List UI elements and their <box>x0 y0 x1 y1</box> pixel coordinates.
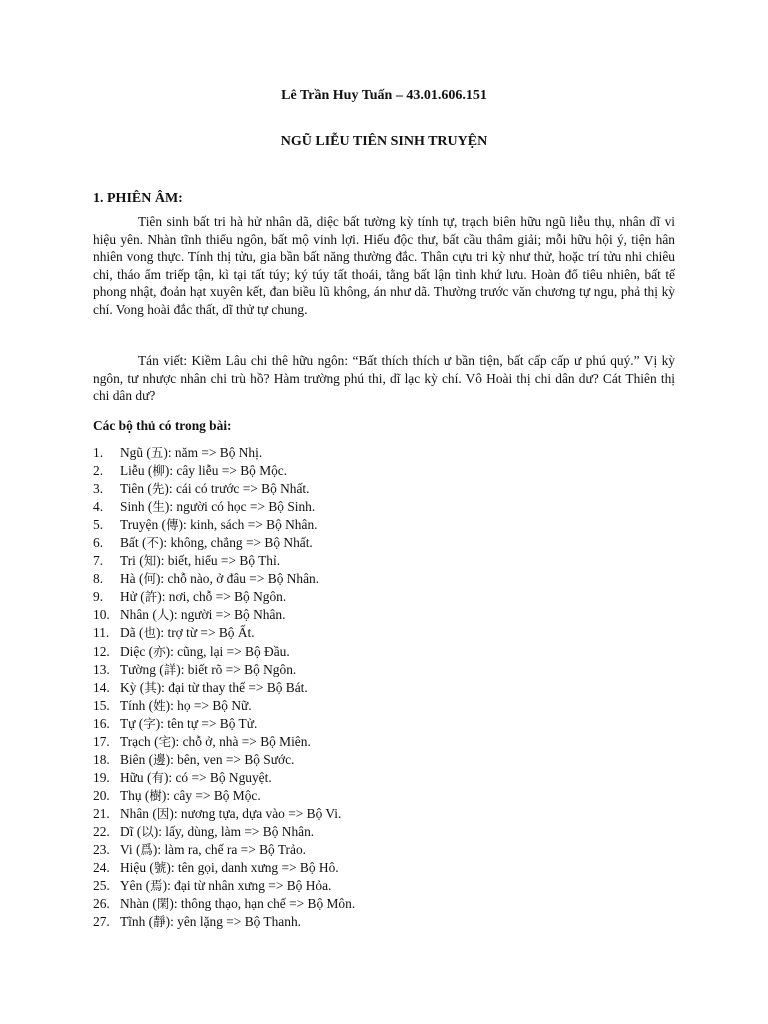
list-item-han-character: 邊 <box>153 751 166 767</box>
list-item-number: 7. <box>93 553 104 569</box>
list-item-description: : trợ từ => Bộ Ất. <box>160 625 255 641</box>
list-item-number: 11. <box>93 625 110 641</box>
list-item-description: : chỗ nào, ở đâu => Bộ Nhân. <box>160 571 320 587</box>
list-item-han-character: 宅 <box>158 733 172 749</box>
list-item-word: Dĩ <box>120 823 134 839</box>
list-item: 20. Thụ (樹): cây => Bộ Mộc. <box>93 787 355 805</box>
list-item-number: 12. <box>93 643 110 659</box>
list-item: 14. Kỳ (其): đại từ thay thế => Bộ Bát. <box>93 679 355 697</box>
list-item-description: : cũng, lại => Bộ Đầu. <box>170 643 290 659</box>
section-heading: 1. PHIÊN ÂM: <box>93 191 183 206</box>
list-item-description: : làm ra, chế ra => Bộ Trảo. <box>157 842 307 858</box>
list-item-word: Hà <box>120 571 136 587</box>
list-item-description: : người có học => Bộ Sinh. <box>169 499 316 515</box>
radical-list <box>93 444 355 931</box>
list-item: 24. Hiệu (號): tên gọi, danh xưng => Bộ Hô. <box>93 859 355 877</box>
list-item-number: 3. <box>93 481 104 497</box>
list-item-han-character: 以 <box>141 823 154 839</box>
list-item-word: Biên <box>120 751 146 767</box>
list-item-number: 18. <box>93 751 110 767</box>
list-item: 3. Tiên (先): cái có trước => Bộ Nhất. <box>93 480 355 498</box>
list-item-description: : tên tự => Bộ Tử. <box>160 715 258 731</box>
list-item-word: Nhàn <box>120 896 150 912</box>
list-item-han-character: 生 <box>152 499 165 515</box>
list-item-description: : đại từ thay thế => Bộ Bát. <box>161 679 308 695</box>
list-item-word: Hử <box>120 589 137 605</box>
list-item-word: Tiên <box>120 481 145 497</box>
list-item-description: : nương tựa, dựa vào => Bộ Vi. <box>173 805 342 821</box>
list-item-description: : không, chẳng => Bộ Nhất. <box>163 535 313 551</box>
document-title: NGŨ LIỄU TIÊN SINH TRUYỆN <box>280 134 488 149</box>
list-item-description: : biết rõ => Bộ Ngôn. <box>180 661 297 677</box>
list-item-number: 8. <box>93 571 104 587</box>
list-item-description: : cây liễu => Bộ Mộc. <box>169 463 288 479</box>
list-item-han-character: 焉 <box>150 878 163 894</box>
list-item: 18. Biên (邊): bên, ven => Bộ Sước. <box>93 751 355 769</box>
list-item-number: 5. <box>93 517 104 533</box>
list-item-number: 24. <box>93 860 110 876</box>
list-item-word: Thụ <box>120 787 142 803</box>
list-item: 21. Nhân (因): nương tựa, dựa vào => Bộ Vi. <box>93 805 355 823</box>
list-item-number: 15. <box>93 697 110 713</box>
list-item-description: : thông thạo, hạn chế => Bộ Môn. <box>173 896 356 912</box>
list-item: 6. Bất (不): không, chẳng => Bộ Nhất. <box>93 534 355 552</box>
list-item-word: Diệc <box>120 643 146 659</box>
list-item-han-character: 也 <box>143 625 156 641</box>
list-item-number: 19. <box>93 769 110 785</box>
list-item-description: : người => Bộ Nhân. <box>173 607 286 623</box>
list-item-description: : có => Bộ Nguyệt. <box>168 769 272 785</box>
paragraph-phien-am: Tiên sinh bất tri hà hử nhân dã, diệc bất tường kỳ tính tự, trạch biên hữu ngũ liễu thụ, nhân dĩ vi hiệu yên. Nhàn tĩnh thiểu ngôn, bất mộ vinh lợi. Hiếu độc thư, bất cầu thâm giải; mỗi hữu hội ý, tiện hân nhiên vong thực. Tính thị tửu, gia bần bất năng thường đắc. Thân cựu tri kỳ như thử, hoặc trí tửu nhi chiêu chi, tháo ẩm triếp tận, kì tại tất túy; ký túy tất thoái, tằng bất lận tình khứ lưu. Hoàn đổ tiêu nhiên, bất tế phong nhật, đoản hạt xuyên kết, đan biều lũ không, án như dã. Thường trước văn chương tự ngu, phả thị kỳ chí. Vong hoài đắc thất, dĩ thử tự chung. <box>93 214 675 317</box>
list-item: 12. Diệc (亦): cũng, lại => Bộ Đầu. <box>93 643 355 661</box>
list-item: 11. Dã (也): trợ từ => Bộ Ất. <box>93 624 355 642</box>
list-item-han-character: 有 <box>151 769 164 785</box>
list-item-word: Hiệu <box>120 860 147 876</box>
list-item-han-character: 爲 <box>140 842 153 858</box>
list-item-number: 6. <box>93 535 104 551</box>
list-item-number: 1. <box>93 445 104 460</box>
list-item-word: Truyện <box>120 517 159 533</box>
list-item-number: 20. <box>93 787 110 803</box>
list-item: 26. Nhàn (閑): thông thạo, hạn chế => Bộ Môn. <box>93 895 355 913</box>
list-item-han-character: 詳 <box>163 661 177 677</box>
list-item: 9. Hử (許): nơi, chỗ => Bộ Ngôn. <box>93 588 355 606</box>
list-item-word: Kỳ <box>120 679 137 695</box>
list-item-han-character: 知 <box>143 553 157 569</box>
list-item-word: Liễu <box>120 463 145 479</box>
list-item-word: Tính <box>120 697 146 713</box>
list-item-han-character: 因 <box>156 805 170 821</box>
list-item-description: : biết, hiểu => Bộ Thỉ. <box>160 553 281 569</box>
list-item-han-character: 姓 <box>153 697 166 713</box>
list-item: 10. Nhân (人): người => Bộ Nhân. <box>93 606 355 624</box>
list-item-description: : cái có trước => Bộ Nhất. <box>168 481 310 497</box>
list-item: 2. Liễu (柳): cây liễu => Bộ Mộc. <box>93 462 355 480</box>
list-item-number: 16. <box>93 715 110 731</box>
list-item-number: 22. <box>93 823 110 839</box>
list-item-description: : cây => Bộ Mộc. <box>166 787 261 803</box>
list-item: 17. Trạch (宅): chỗ ở, nhà => Bộ Miên. <box>93 733 355 751</box>
list-item-word: Vi <box>120 842 133 858</box>
list-item-han-character: 何 <box>143 571 156 587</box>
list-item-han-character: 閑 <box>156 896 170 912</box>
list-item-han-character: 柳 <box>152 463 165 479</box>
list-item-han-character: 人 <box>156 607 170 623</box>
list-item: 25. Yên (焉): đại từ nhân xưng => Bộ Hỏa. <box>93 877 355 895</box>
list-item-han-character: 亦 <box>153 643 166 659</box>
list-item-description: : họ => Bộ Nữ. <box>170 697 252 713</box>
list-item-word: Ngũ <box>120 445 144 460</box>
list-item-word: Yên <box>120 878 143 894</box>
list-item-description: : tên gọi, danh xưng => Bộ Hô. <box>170 860 339 876</box>
list-item: 8. Hà (何): chỗ nào, ở đâu => Bộ Nhân. <box>93 570 355 588</box>
list-item-word: Tự <box>120 715 136 731</box>
list-item-number: 23. <box>93 842 110 858</box>
list-item: 7. Tri (知): biết, hiểu => Bộ Thỉ. <box>93 552 355 570</box>
list-item-description: : lấy, dùng, làm => Bộ Nhân. <box>158 823 315 839</box>
list-item-han-character: 傳 <box>166 517 179 533</box>
list-item: 23. Vi (爲): làm ra, chế ra => Bộ Trảo. <box>93 841 355 859</box>
radical-list-heading: Các bộ thủ có trong bài: <box>93 418 232 433</box>
list-item: 4. Sinh (生): người có học => Bộ Sinh. <box>93 498 355 516</box>
list-item: 22. Dĩ (以): lấy, dùng, làm => Bộ Nhân. <box>93 823 355 841</box>
list-item-han-character: 字 <box>143 715 156 731</box>
list-item-number: 13. <box>93 661 110 677</box>
list-item-description: : chỗ ở, nhà => Bộ Miên. <box>175 733 311 749</box>
list-item-han-character: 先 <box>151 481 165 497</box>
list-item-number: 9. <box>93 589 104 605</box>
list-item-word: Tri <box>120 553 136 569</box>
list-item: 13. Tường (詳): biết rõ => Bộ Ngôn. <box>93 661 355 679</box>
list-item-han-character: 號 <box>153 860 167 876</box>
list-item-description: : đại từ nhân xưng => Bộ Hỏa. <box>167 878 332 894</box>
list-item-han-character: 其 <box>144 679 157 695</box>
list-item-han-character: 許 <box>144 589 158 605</box>
list-item-word: Sinh <box>120 499 145 515</box>
list-item-word: Tường <box>120 661 156 677</box>
list-item-number: 14. <box>93 679 110 695</box>
list-item-number: 4. <box>93 499 104 515</box>
list-item-number: 2. <box>93 463 104 479</box>
list-item-description: : kinh, sách => Bộ Nhân. <box>183 517 318 533</box>
list-item: 5. Truyện (傳): kinh, sách => Bộ Nhân. <box>93 516 355 534</box>
list-item-number: 26. <box>93 896 110 912</box>
list-item-word: Bất <box>120 535 139 551</box>
list-item: 1. Ngũ (五): năm => Bộ Nhị. <box>93 444 355 462</box>
list-item-description: : nơi, chỗ => Bộ Ngôn. <box>161 589 287 605</box>
list-item-han-character: 五 <box>150 445 164 460</box>
list-item-number: 21. <box>93 805 110 821</box>
list-item: 16. Tự (字): tên tự => Bộ Tử. <box>93 715 355 733</box>
list-item-han-character: 靜 <box>153 914 166 930</box>
list-item: 27. Tĩnh (靜): yên lặng => Bộ Thanh. <box>93 913 355 931</box>
list-item: 19. Hữu (有): có => Bộ Nguyệt. <box>93 769 355 787</box>
list-item-word: Nhân <box>120 607 150 623</box>
list-item-word: Hữu <box>120 769 144 785</box>
list-item-description: : năm => Bộ Nhị. <box>167 445 263 460</box>
paragraph-tan-viet: Tán viết: Kiềm Lâu chi thê hữu ngôn: “Bất thích thích ư bần tiện, bất cấp cấp ư phú quý.” Vị kỳ ngôn, tư nhược nhân chi trù hồ? Hàm trường phú thi, dĩ lạc kỳ chí. Vô Hoài thị chi dân dư? Cát Thiên thị chi dân dư? <box>93 353 675 404</box>
list-item-number: 25. <box>93 878 110 894</box>
list-item-word: Tĩnh <box>120 914 146 930</box>
list-item-word: Trạch <box>120 733 151 749</box>
author-line: Lê Trần Huy Tuấn – 43.01.606.151 <box>281 88 487 103</box>
list-item-description: : bên, ven => Bộ Sước. <box>170 751 295 767</box>
list-item-description: : yên lặng => Bộ Thanh. <box>170 914 301 930</box>
list-item-word: Dã <box>120 625 136 641</box>
list-item-han-character: 樹 <box>149 787 162 803</box>
list-item-number: 10. <box>93 607 110 623</box>
list-item-number: 17. <box>93 733 110 749</box>
list-item-word: Nhân <box>120 805 150 821</box>
list-item-han-character: 不 <box>146 535 159 551</box>
list-item: 15. Tính (姓): họ => Bộ Nữ. <box>93 697 355 715</box>
list-item-number: 27. <box>93 914 110 930</box>
